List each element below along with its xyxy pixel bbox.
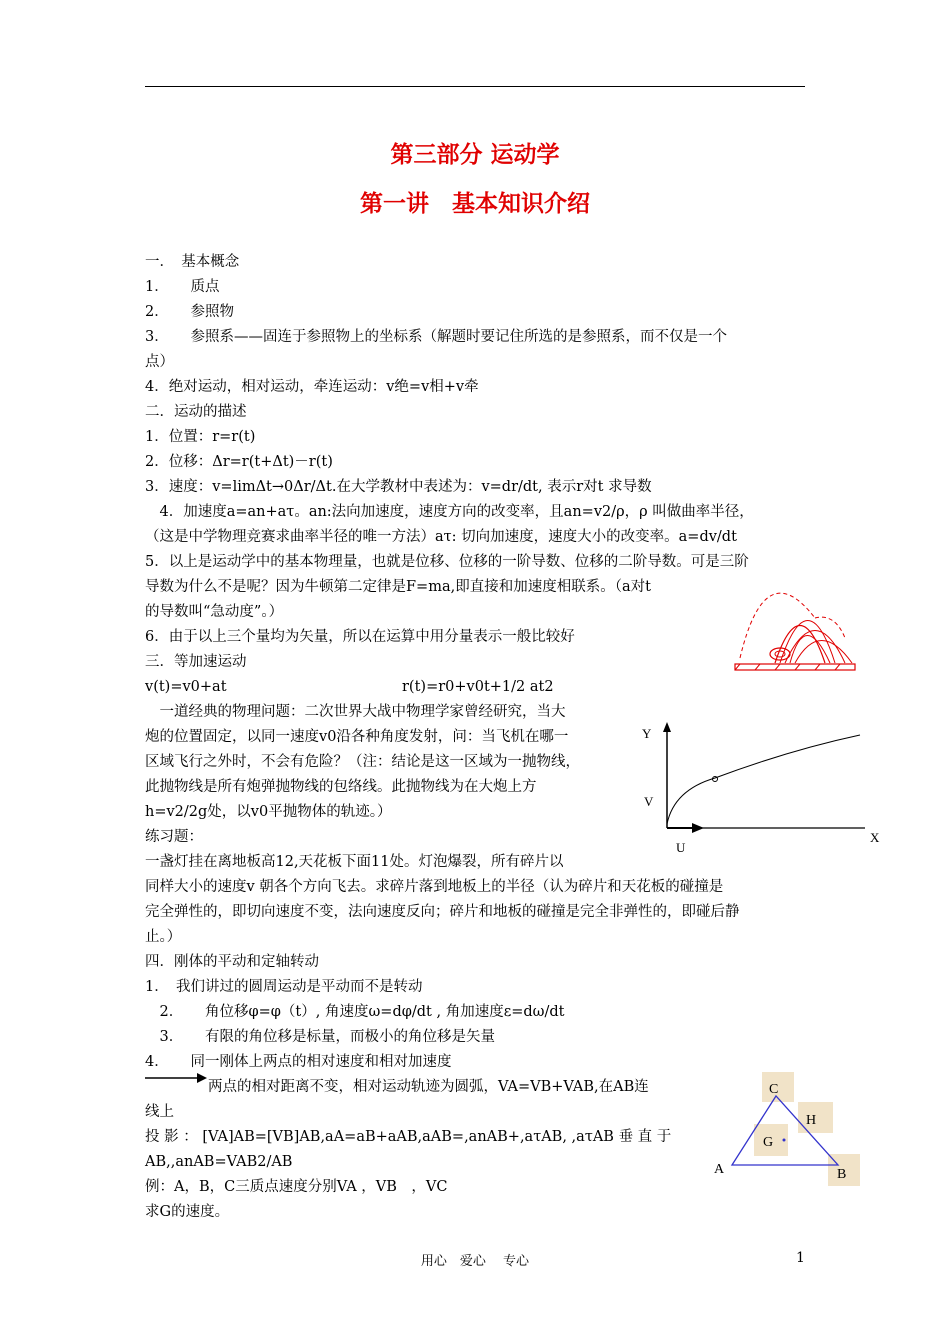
text-line: 2． 角位移φ=φ（t）, 角速度ω=dφ/dt , 角加速度ε=dω/dt	[145, 1004, 565, 1020]
envelope-graph	[640, 720, 885, 855]
trajectory-curve	[785, 631, 845, 664]
header-rule	[145, 86, 805, 87]
text-line: h=v2/2g处，以v0平抛物体的轨迹。）	[145, 804, 392, 820]
vertex-a-label: A	[714, 1162, 725, 1177]
text-line: 1． 我们讲过的圆周运动是平动而不是转动	[145, 979, 423, 995]
text-line: 3．速度：v=limΔt→0Δr/Δt.在大学教材中表述为：v=dr/dt, 表示r对t 求导数	[145, 479, 652, 495]
text-line: 两点的相对距离不变，相对运动轨迹为圆弧，VA=VB+VAB,在AB连	[208, 1079, 649, 1095]
text-line: 3． 参照系——固连于参照物上的坐标系（解题时要记住所选的是参照系，而不仅是一个	[145, 329, 727, 345]
y-label: Y	[642, 726, 652, 741]
text-line: 4．加速度a=an+aτ。an:法向加速度，速度方向的改变率，且an=v2/ρ，ρ 叫做曲率半径，	[145, 504, 754, 520]
text-line: 点）	[145, 354, 174, 370]
point-h-label: H	[806, 1113, 817, 1128]
envelope-parabola	[667, 735, 860, 824]
text-line: 炮的位置固定，以同一速度v0沿各种角度发射，问：当飞机在哪一	[145, 729, 569, 745]
section-heading: 二．运动的描述	[145, 404, 247, 420]
section-heading: 四．刚体的平动和定轴转动	[145, 954, 319, 970]
text-line: 一盏灯挂在离地板高12,天花板下面11处。灯泡爆裂，所有碎片以	[145, 854, 564, 870]
text-line: 6．由于以上三个量均为矢量，所以在运算中用分量表示一般比较好	[145, 629, 575, 645]
lecture-title: 第一讲 基本知识介绍	[360, 191, 590, 217]
text-line: 完全弹性的，即切向速度不变，法向速度反向；碎片和地板的碰撞是完全非弹性的，即碰后静	[145, 904, 740, 920]
text-line: 练习题：	[145, 829, 203, 845]
text-line: 的导数叫“急动度”。）	[145, 604, 284, 620]
text-line: 1． 质点	[145, 279, 220, 295]
velocity-arrow	[692, 823, 704, 833]
text-line: 1．位置：r=r(t)	[145, 429, 256, 445]
text-line: 4．绝对运动，相对运动，牵连运动：v绝=v相+v牵	[145, 379, 479, 395]
page-footer: 用心 爱心 专心	[420, 1254, 530, 1269]
text-line: 2．位移：Δr=r(t+Δt)－r(t)	[145, 454, 333, 470]
text-line: 一． 基本概念	[145, 254, 240, 270]
triangle-figure	[710, 1068, 865, 1190]
formula-position: r(t)=r0+v0t+1/2 at2	[402, 679, 554, 695]
text-line: 2． 参照物	[145, 304, 234, 320]
text-line: 此抛物线是所有炮弹抛物线的包络线。此抛物线为在大炮上方	[145, 779, 537, 795]
text-line: 求G的速度。	[145, 1204, 230, 1220]
formula-velocity: v(t)=v0+at	[145, 679, 227, 695]
text-line: 止。）	[145, 929, 182, 945]
vertex-b-label: B	[837, 1167, 847, 1182]
section-heading: 三．等加速运动	[145, 654, 247, 670]
text-line: 4． 同一刚体上两点的相对速度和相对加速度	[145, 1054, 452, 1070]
text-line: AB,,anAB=VAB2/AB	[145, 1154, 293, 1170]
u-label: U	[676, 840, 686, 855]
vertex-c-label: C	[769, 1082, 779, 1097]
v-label: V	[644, 794, 654, 809]
text-line: 同样大小的速度v 朝各个方向飞去。求碎片落到地板上的半径（认为碎片和天花板的碰撞是	[145, 879, 724, 895]
arrow-icon	[145, 1070, 207, 1084]
text-line: 3． 有限的角位移是标量，而极小的角位移是矢量	[145, 1029, 495, 1045]
page-number: 1	[796, 1250, 805, 1266]
x-label: X	[870, 830, 880, 845]
text-line: 5．以上是运动学中的基本物理量，也就是位移、位移的一阶导数、位移的二阶导数。可是三阶	[145, 554, 749, 570]
text-line: 一道经典的物理问题：二次世界大战中物理学家曾经研究，当大	[145, 704, 566, 720]
text-line: 投 影 ： [VA]AB=[VB]AB,aA=aB+aAB,aAB=,anAB+,aτAB, ,aτAB 垂 直 于	[145, 1129, 672, 1145]
part-title: 第三部分 运动学	[390, 142, 560, 168]
text-line: 区域飞行之外时，不会有危险？（注：结论是这一区域为一抛物线，	[145, 754, 580, 770]
text-line: 导数为什么不是呢？因为牛顿第二定律是F=ma,即直接和加速度相联系。（a对t	[145, 579, 651, 595]
trajectory-figure	[730, 578, 860, 673]
text-line: 例：A，B，C三质点速度分别VA ，VB ，VC	[145, 1179, 448, 1195]
centroid-dot	[783, 1139, 786, 1142]
text-line: 线上	[145, 1104, 174, 1120]
text-line: （这是中学物理竞赛求曲率半径的唯一方法）aτ: 切向加速度，速度大小的改变率。a=dv/dt	[145, 529, 737, 545]
point-g-label: G	[763, 1135, 774, 1150]
